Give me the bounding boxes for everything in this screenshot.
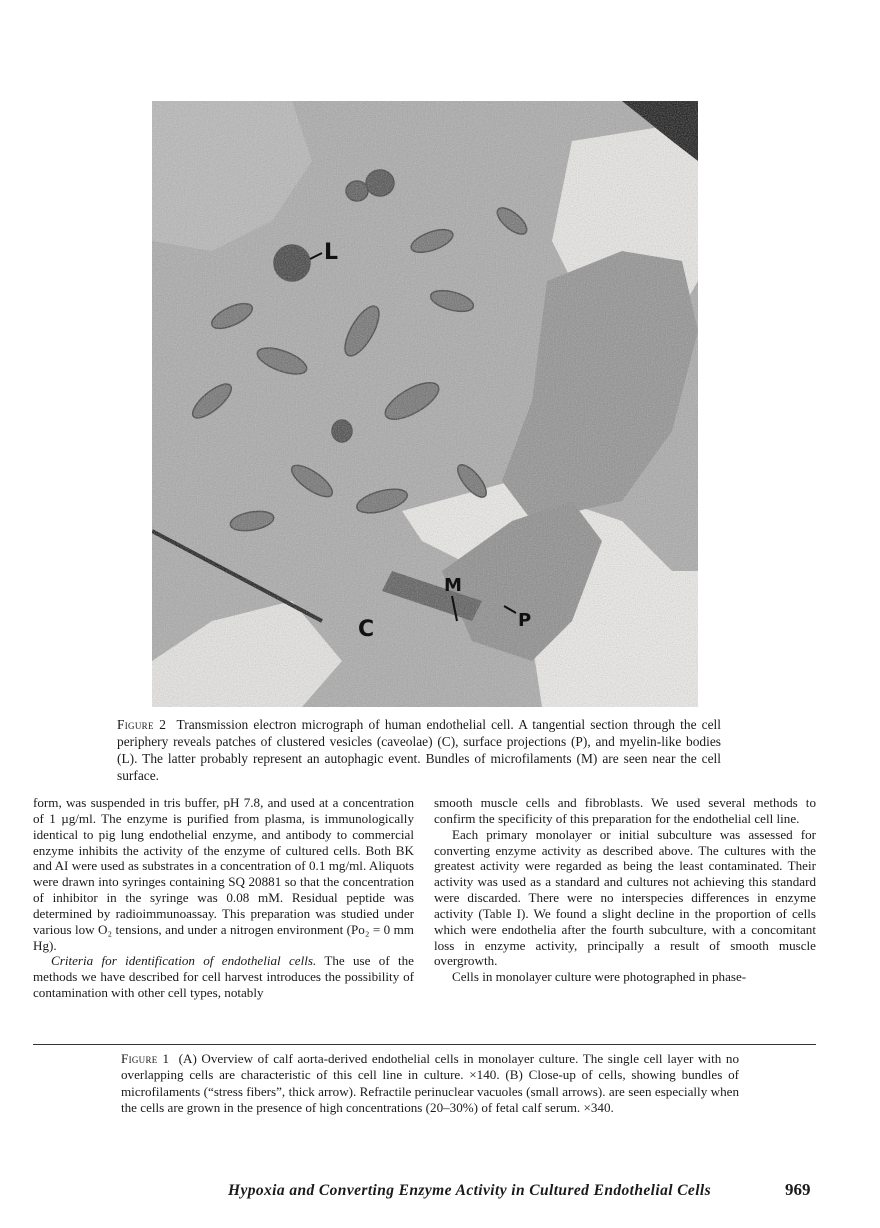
micrograph-label-c: C [358, 617, 375, 642]
left-column [33, 795, 414, 1001]
figure-2-label: Figure 2 [117, 717, 167, 732]
micrograph-label-l: L [324, 240, 339, 265]
figure-2-caption [117, 716, 721, 784]
micrograph-label-m: M [444, 575, 462, 596]
left-paragraph-1: form, was suspended in tris buffer, pH 7.8, and used at a concentration of 1 µg/ml. The enzyme is purified from plasma, is immunologically identical to pig lung endothelial enzyme, and antibody to commercial enzyme inhibits the activity of the enzyme of cultured cells. Both BK and AI were used as substrates in a concentration of 0.1 mg/ml. Aliquots were drawn into syringes containing SQ 20881 so that the concentration of inhibitor in the syringe was 0.08 mM. Residual peptide was determined by radioimmunoassay. This preparation was studied under various low O₂ tensions, and under a nitrogen environment (Po₂ = 0 mm Hg). [33, 795, 414, 953]
running-head: Hypoxia and Converting Enzyme Activity in Cultured Endothelial Cells [228, 1182, 712, 1199]
right-paragraph-2: Each primary monolayer or initial subculture was assessed for converting enzyme activity as described above. The cultures with the greatest activity were regarded as being the least contaminated. Their activity was used as a standard and cultures not achieving this standard were discarded. There were no interspecies differences in enzyme activity (Table I). We found a slight decline in the proportion of cells which were endothelia after the fourth subculture, with a concomitant loss in enzyme activity, principally a result of smooth muscle overgrowth. [434, 826, 816, 969]
electron-micrograph [152, 101, 698, 707]
right-column [434, 795, 816, 985]
caption-divider [33, 1044, 816, 1045]
right-paragraph-1: smooth muscle cells and fibroblasts. We used several methods to confirm the specificity of this preparation for the endothelial cell line. [434, 795, 816, 826]
figure-1-caption [121, 1051, 739, 1116]
section-heading: Criteria for identification of endothelial cells. [51, 953, 317, 969]
right-paragraph-3: Cells in monolayer culture were photographed in phase- [452, 969, 747, 985]
left-paragraph-2-text: The use of the methods we have described for cell harvest introduces the possibility of contamination with other cell types, notably [33, 953, 414, 1001]
page-number: 969 [785, 1180, 811, 1199]
micrograph-label-p: P [518, 610, 532, 631]
figure-2-caption-text: Transmission electron micrograph of human endothelial cell. A tangential section through the cell periphery reveals patches of clustered vesicles (caveolae) (C), surface projections (P), and myelin-like bodies (L). The latter probably represent an autophagic event. Bundles of microfilaments (M) are seen near the cell surface. [117, 717, 721, 783]
figure-1-label: Figure 1 [121, 1051, 170, 1066]
figure-1-caption-text: (A) Overview of calf aorta-derived endothelial cells in monolayer culture. The single cell layer with no overlapping cells are characteristic of this cell line in culture. ×140. (B) Close-up of cells, showing bundles of microfilaments (“stress fibers”, thick arrow). Refractile perinuclear vacuoles (small arrows). are seen especially when the cells are grown in the presence of high concentrations (20–30%) of fetal calf serum. ×340. [121, 1051, 739, 1115]
left-paragraph-2 [33, 953, 414, 1001]
